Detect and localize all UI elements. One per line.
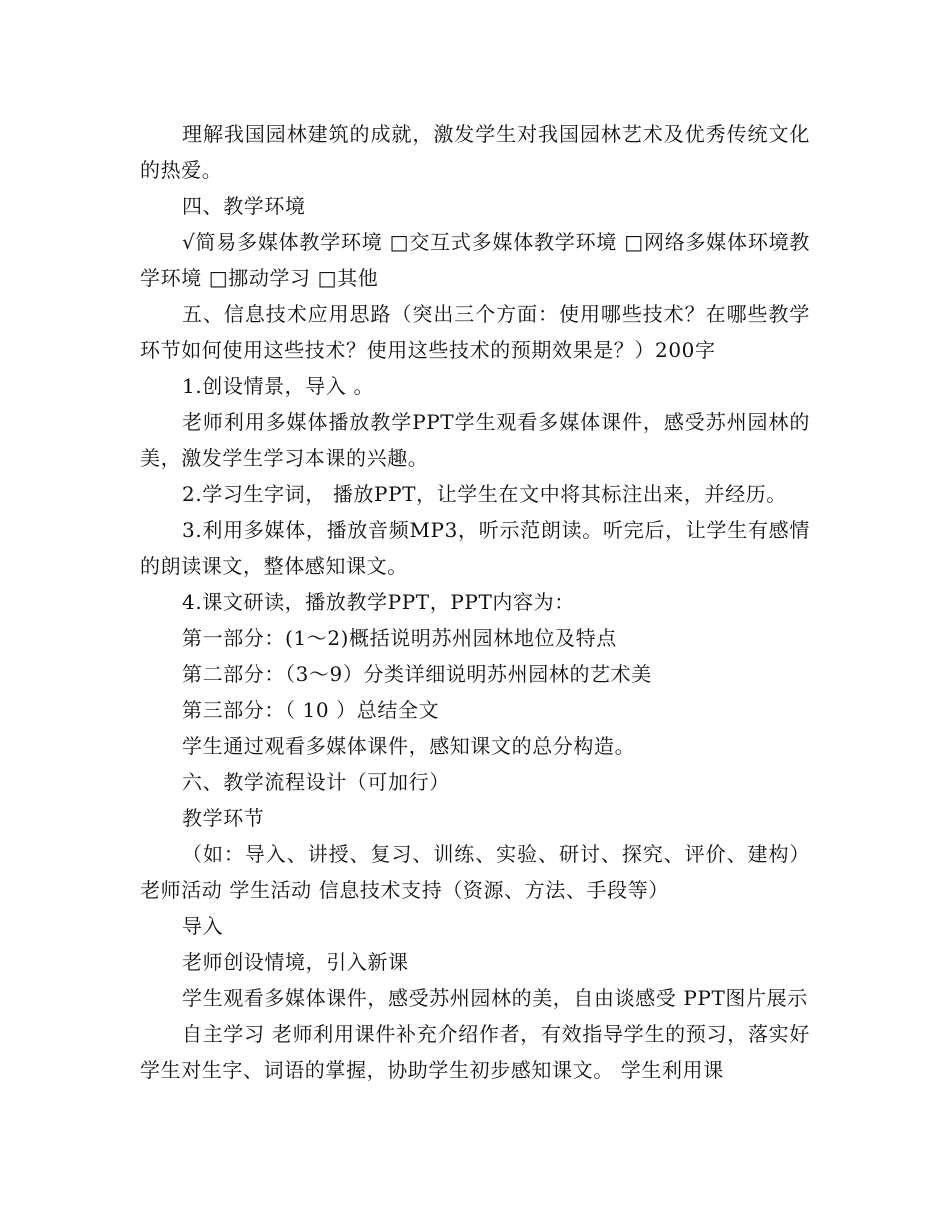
paragraph-step-3: 3.利用多媒体，播放音频MP3，听示范朗读。听完后，让学生有感情的朗读课文，整体感知课文。 bbox=[140, 518, 810, 578]
paragraph-teacher-intro: 老师创设情境，引入新课 bbox=[182, 950, 409, 974]
paragraph-environment-options: √简易多媒体教学环境 □交互式多媒体教学环境 □网络多媒体环境教学环境 □挪动学习 □其他 bbox=[140, 230, 810, 290]
document-body bbox=[140, 116, 810, 1088]
paragraph-step-2: 2.学习生字词， 播放PPT，让学生在文中将其标注出来，并经历。 bbox=[182, 482, 787, 506]
heading-teaching-environment: 四、教学环境 bbox=[182, 194, 306, 218]
heading-teaching-process: 六、教学流程设计（可加行） bbox=[182, 770, 450, 794]
paragraph-self-study: 自主学习 老师利用课件补充介绍作者，有效指导学生的预习，落实好学生对生字、词语的掌握，协助学生初步感知课文。 学生利用课 bbox=[140, 1022, 810, 1082]
paragraph-part-2: 第二部分：（3～9）分类详细说明苏州园林的艺术美 bbox=[182, 662, 652, 686]
paragraph-goal: 理解我国园林建筑的成就，激发学生对我国园林艺术及优秀传统文化的热爱。 bbox=[140, 122, 810, 182]
paragraph-step-1: 1.创设情景，导入 。 bbox=[182, 374, 375, 398]
paragraph-student-intro: 学生观看多媒体课件，感受苏州园林的美，自由谈感受 PPT图片展示 bbox=[182, 986, 808, 1010]
paragraph-part-1: 第一部分：(1～2)概括说明苏州园林地位及特点 bbox=[182, 626, 617, 650]
paragraph-structure-summary: 学生通过观看多媒体课件，感知课文的总分构造。 bbox=[182, 734, 636, 758]
heading-it-application: 五、信息技术应用思路（突出三个方面：使用哪些技术？在哪些教学环节如何使用这些技术？使用这些技术的预期效果是？）200字 bbox=[140, 302, 810, 362]
paragraph-teaching-columns: （如：导入、讲授、复习、训练、实验、研讨、探究、评价、建构） 老师活动 学生活动 信息技术支持（资源、方法、手段等） bbox=[140, 842, 810, 902]
paragraph-teacher-ppt: 老师利用多媒体播放教学PPT学生观看多媒体课件，感受苏州园林的美，激发学生学习本课的兴趣。 bbox=[140, 410, 810, 470]
paragraph-teaching-step-title: 教学环节 bbox=[182, 806, 265, 830]
paragraph-part-3: 第三部分：（ 10 ）总结全文 bbox=[182, 698, 440, 722]
paragraph-intro-label: 导入 bbox=[182, 914, 224, 938]
paragraph-step-4: 4.课文研读，播放教学PPT，PPT内容为： bbox=[182, 590, 575, 614]
